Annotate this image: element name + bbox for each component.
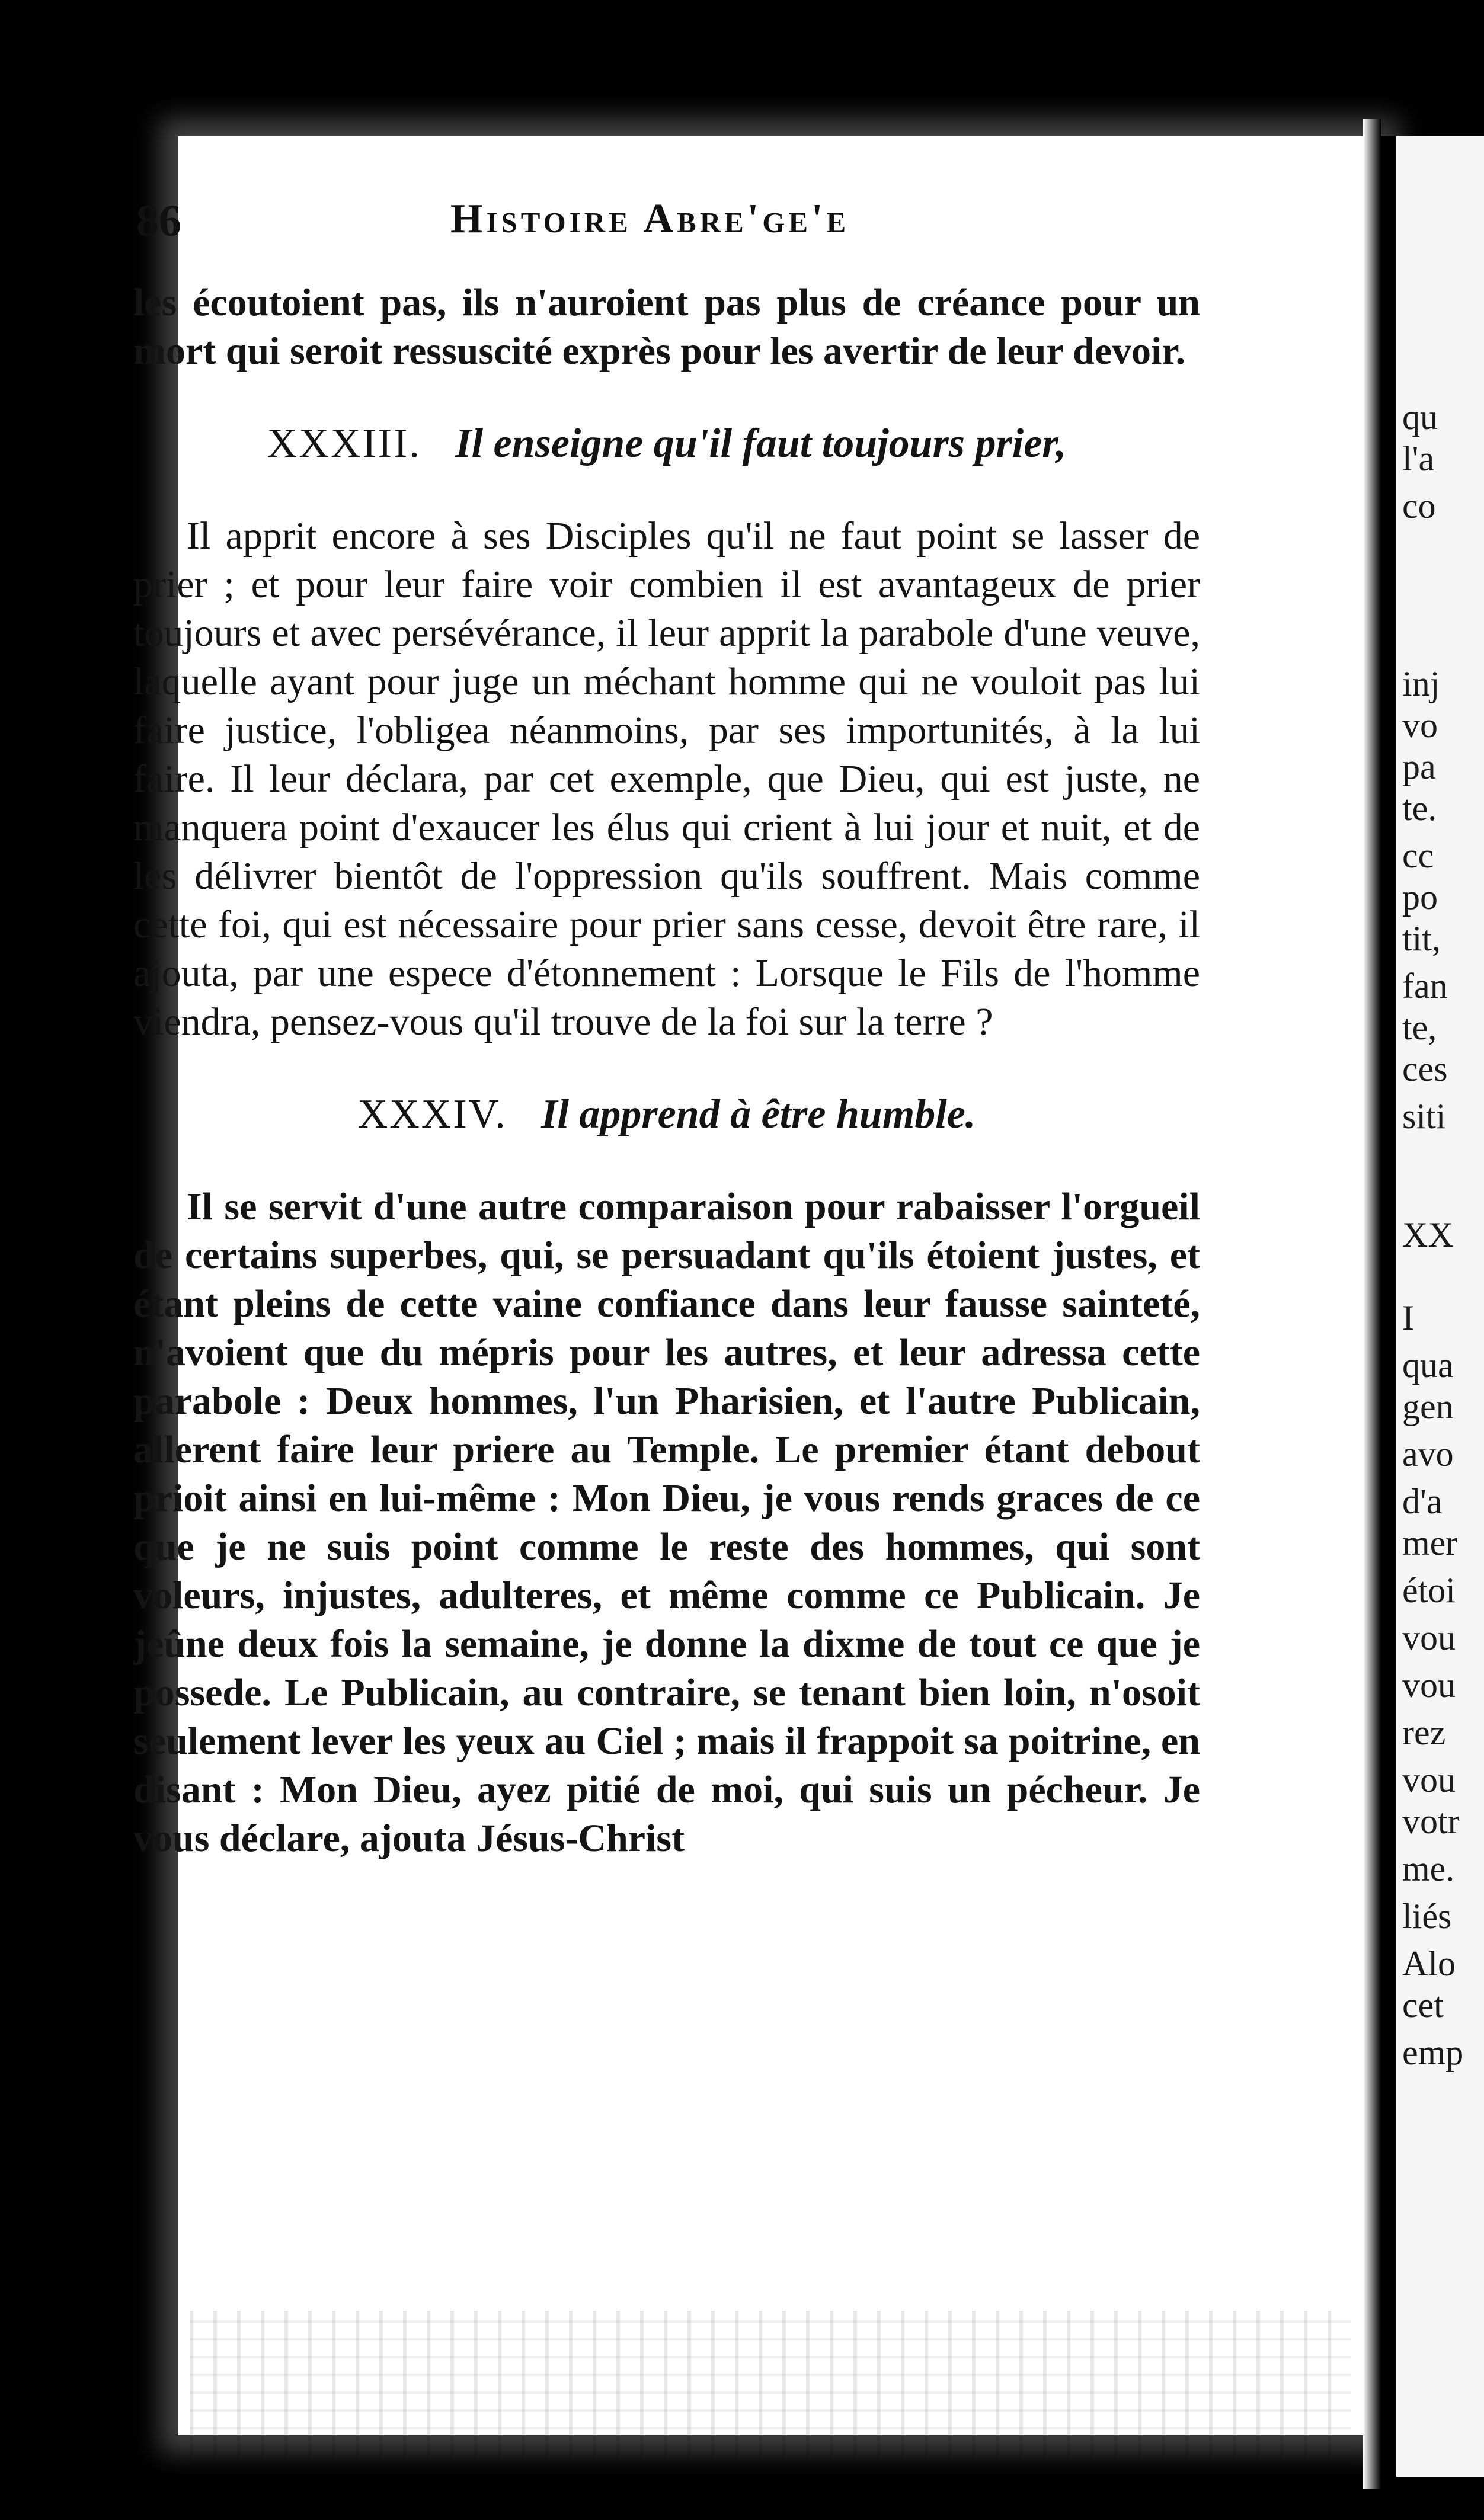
facing-page-fragment: siti xyxy=(1402,1097,1446,1136)
facing-page-fragment: qua xyxy=(1402,1346,1454,1385)
section-title: Il enseigne qu'il faut toujours prier, xyxy=(455,421,1067,466)
facing-page-fragment: inj xyxy=(1402,664,1440,703)
book-gutter xyxy=(1363,119,1381,2489)
facing-page-fragment: tit, xyxy=(1402,919,1441,958)
facing-page-fragment: étoi xyxy=(1402,1571,1456,1610)
facing-page-fragment: vou xyxy=(1402,1666,1456,1705)
facing-page-fragment: qu xyxy=(1402,398,1438,437)
section-number: XXXIV. xyxy=(357,1091,507,1137)
facing-page-fragment: mer xyxy=(1402,1523,1458,1562)
facing-page-fragment: ces xyxy=(1402,1049,1448,1088)
facing-page-fragment: cet xyxy=(1402,1986,1444,2025)
section-heading-xxxiv xyxy=(133,1088,1200,1141)
facing-page-fragment: cc xyxy=(1402,836,1434,875)
paragraph-pharisee-publican: Il se servit d'une autre comparaison pour rabaisser l'orgueil de certains superbes, qui, se persuadant qu'ils étoient justes, et étant pleins de cette vaine confiance dans leur fausse sainteté, n'avoient que du mépris pour les autres, et leur adressa cette parabole : Deux hommes, l'un Pharisien, et l'autre Publicain, allerent faire leur priere au Temple. Le premier étant debout prioit ainsi en lui-même : Mon Dieu, je vous rends graces de ce que je ne suis point comme le reste des hommes, qui sont voleurs, injustes, adulteres, et même comme ce Publicain. Je jeûne deux fois la semaine, je donne la dixme de tout ce que je possede. Le Publicain, au contraire, se tenant bien loin, n'osoit seulement lever les yeux au Ciel ; mais il frappoit sa poitrine, en disant : Mon Dieu, ayez pitié de moi, qui suis un pécheur. Je vous déclare, ajouta Jésus-Christ xyxy=(133,1185,1200,1860)
facing-page-fragment: gen xyxy=(1402,1387,1454,1426)
facing-page-fragment: vou xyxy=(1402,1618,1456,1657)
facing-page-fragment: liés xyxy=(1402,1897,1452,1936)
facing-page-fragment: co xyxy=(1402,486,1436,526)
facing-page-fragment: emp xyxy=(1402,2033,1464,2072)
facing-page-fragment: XX xyxy=(1402,1215,1454,1254)
section-heading-xxxiii xyxy=(133,417,1200,470)
facing-page-fragment: avo xyxy=(1402,1434,1454,1474)
facing-page-fragment: d'a xyxy=(1402,1482,1443,1521)
facing-page-fragment: po xyxy=(1402,878,1438,917)
facing-page-fragment: fan xyxy=(1402,966,1448,1006)
facing-page-fragment: me. xyxy=(1402,1849,1455,1888)
facing-page-fragment: vou xyxy=(1402,1760,1456,1799)
facing-page-fragment: rez xyxy=(1402,1713,1446,1752)
facing-page-fragment: te. xyxy=(1402,789,1437,828)
page-body xyxy=(133,278,1200,1863)
scan-noise xyxy=(190,2311,1351,2465)
section-title: Il apprend à être humble. xyxy=(541,1091,976,1137)
paragraph-continuation: les écoutoient pas, ils n'auroient pas plus de créance pour un mort qui seroit ressuscité exprès pour les avertir de leur devoir. xyxy=(133,281,1200,373)
facing-page-fragment: votr xyxy=(1402,1802,1460,1841)
facing-page-fragment: l'a xyxy=(1402,439,1435,478)
facing-page-fragment: Alo xyxy=(1402,1944,1456,1983)
facing-page-fragment: vo xyxy=(1402,706,1438,745)
facing-page-fragment: I xyxy=(1402,1298,1414,1337)
facing-page-fragment: pa xyxy=(1402,747,1436,786)
page-header xyxy=(136,196,1197,261)
facing-page-edge xyxy=(1381,136,1484,2477)
running-title: Histoire Abre'ge'e xyxy=(450,196,850,242)
page-number: 86 xyxy=(136,196,181,246)
paragraph-prayer-parable: Il apprit encore à ses Disciples qu'il ne faut point se lasser de prier ; et pour leur faire voir combien il est avantageux de prier toujours et avec persévérance, il leur apprit la parabole d'une veuve, laquelle ayant pour juge un méchant homme qui ne vouloit pas lui faire justice, l'obligea néanmoins, par ses importunités, à la lui faire. Il leur déclara, par cet exemple, que Dieu, qui est juste, ne manquera point d'exaucer les élus qui crient à lui jour et nuit, et de les délivrer bientôt de l'oppression qu'ils souffrent. Mais comme cette foi, qui est nécessaire pour prier sans cesse, devoit être rare, il ajouta, par une espece d'étonnement : Lorsque le Fils de l'homme viendra, pensez-vous qu'il trouve de la foi sur la terre ? xyxy=(133,514,1200,1043)
section-number: XXXIII. xyxy=(267,421,421,466)
facing-page-fragment: te, xyxy=(1402,1008,1437,1047)
